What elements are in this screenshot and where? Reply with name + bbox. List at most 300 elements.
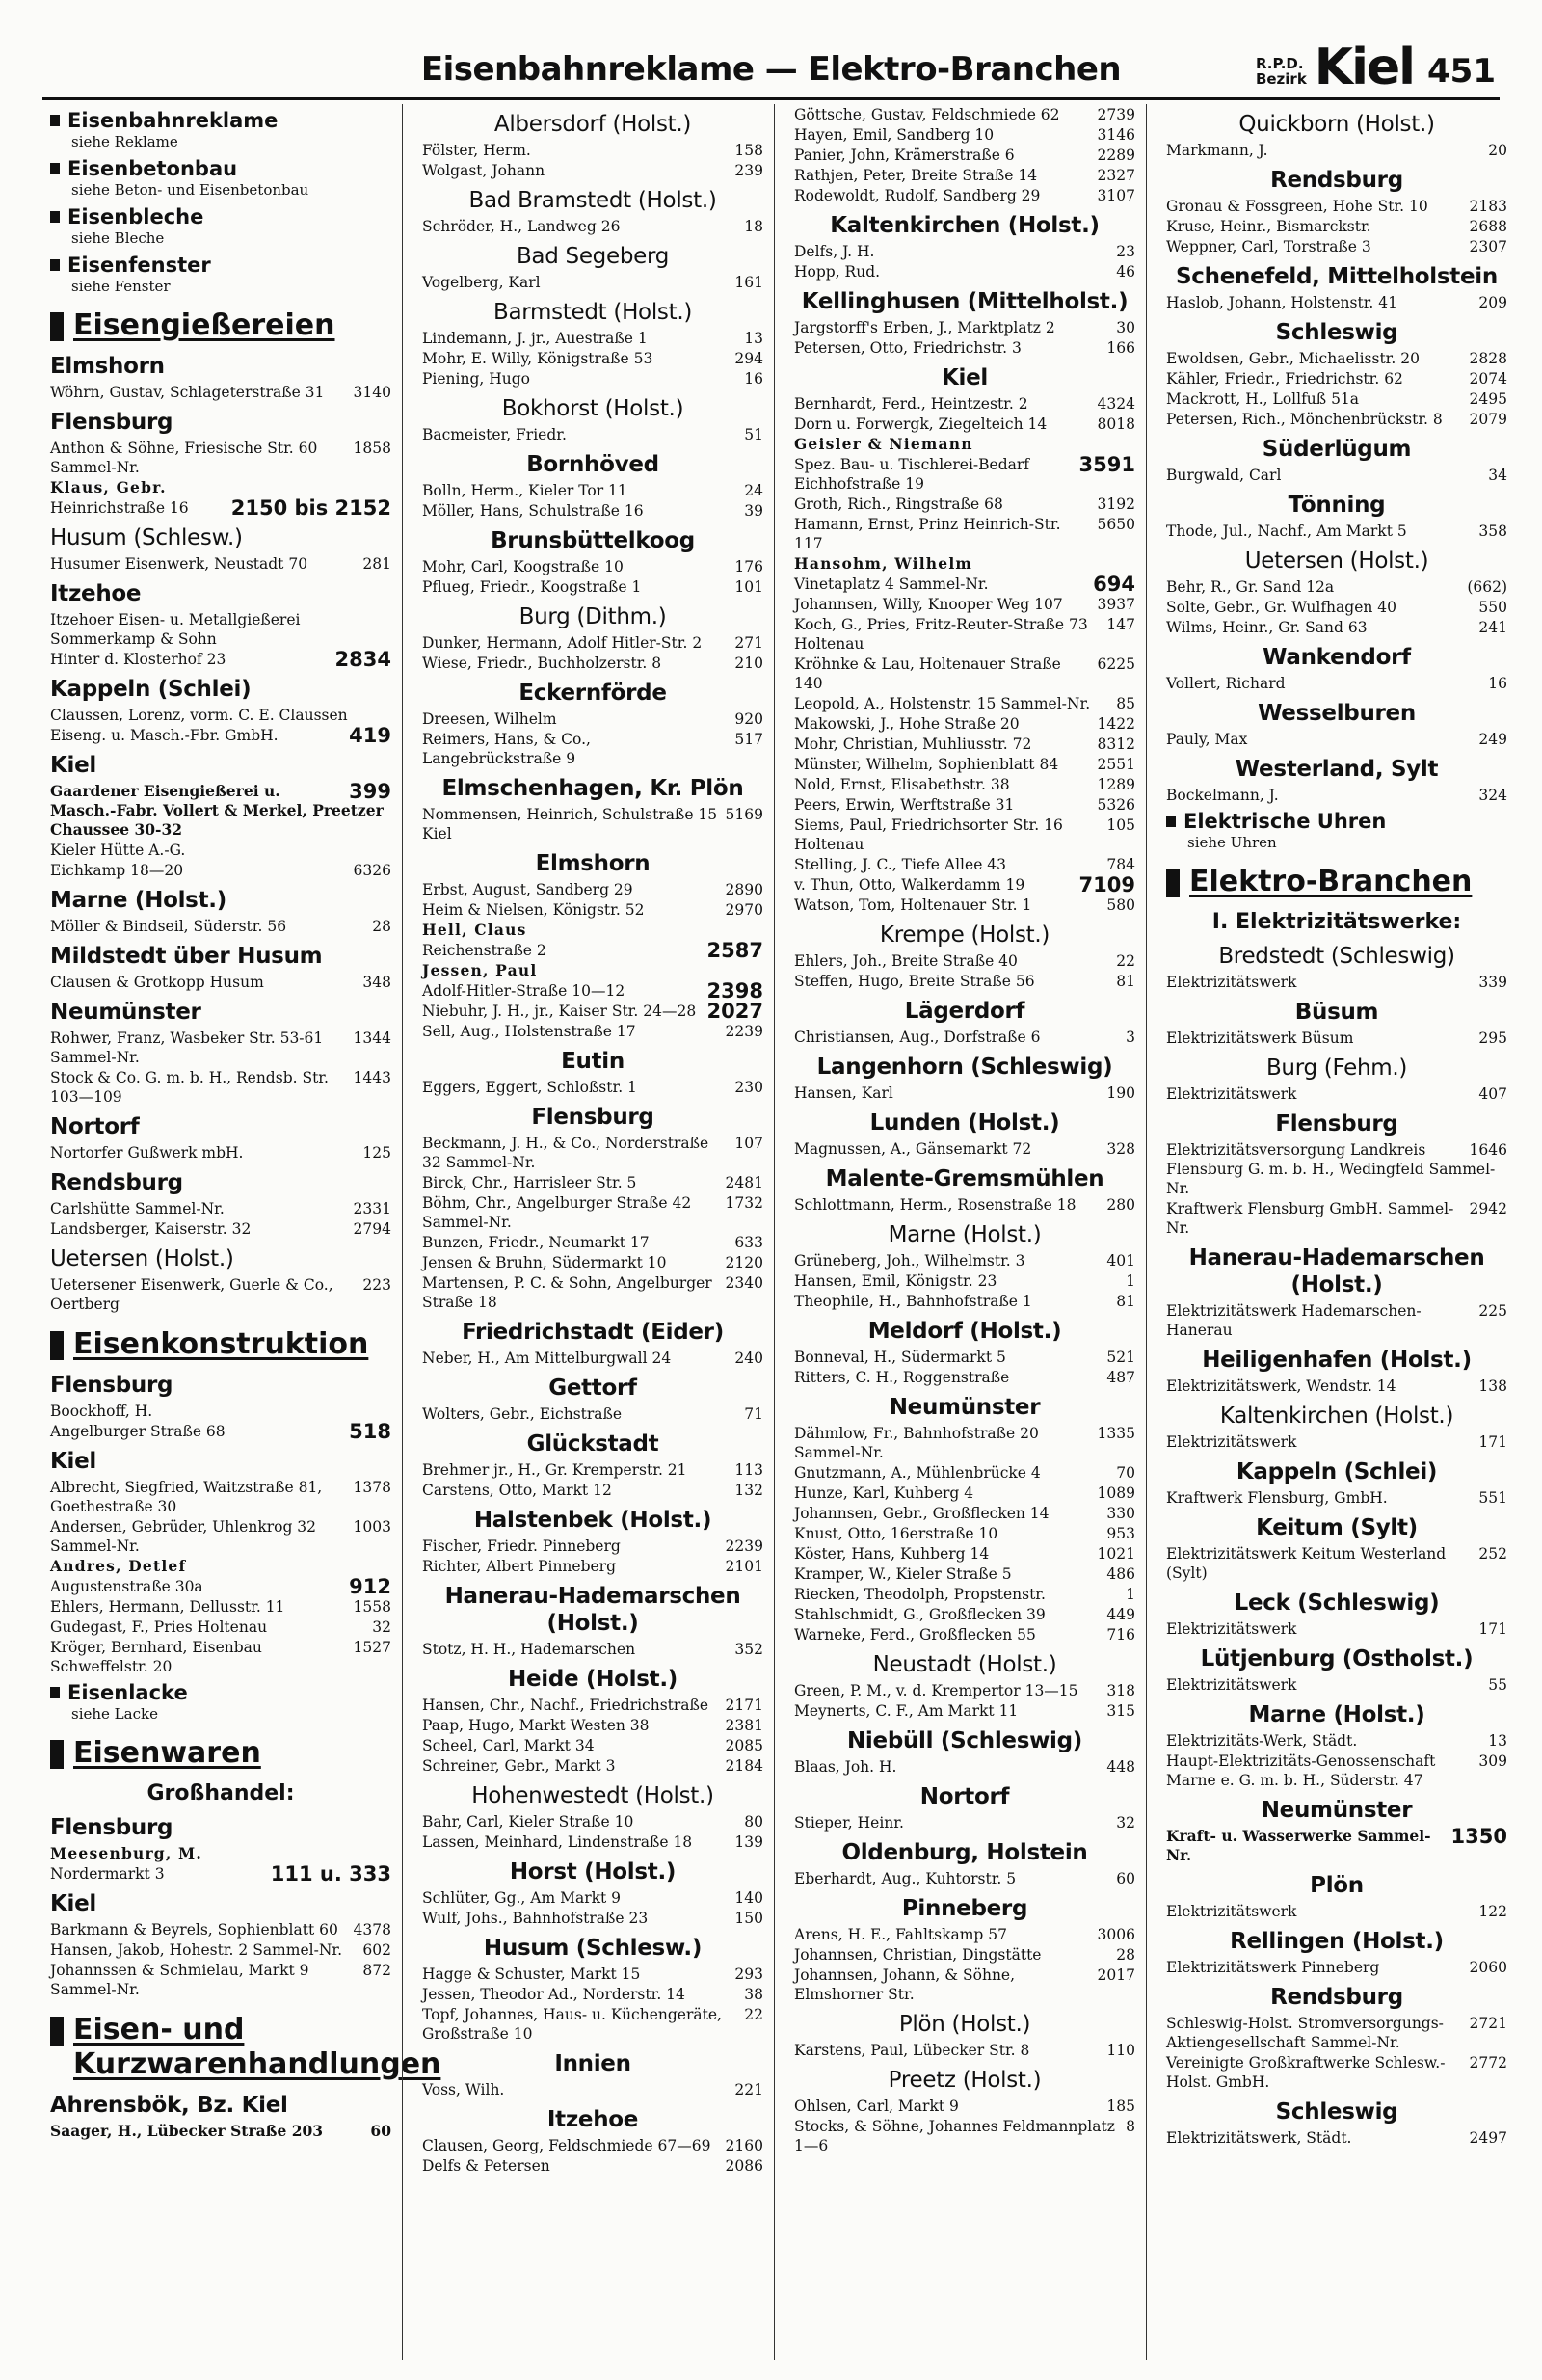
directory-entry <box>422 941 763 960</box>
entry-text: Fölster, Herm. <box>422 142 531 159</box>
phone-number: 176 <box>734 558 763 575</box>
directory-entry <box>794 1564 1135 1584</box>
entry-text: Bolln, Herm., Kieler Tor 11 <box>422 482 627 499</box>
city-heading: Neustadt (Holst.) <box>872 1652 1057 1677</box>
directory-entry <box>794 1292 1135 1311</box>
city-heading: Gettorf <box>548 1376 637 1401</box>
directory-entry <box>1166 237 1507 256</box>
entry-text: Bockelmann, J. <box>1166 787 1279 804</box>
entry-text: Arens, H. E., Fahltskamp 57 <box>794 1926 1008 1943</box>
directory-entry <box>422 1404 763 1424</box>
phone-number: 122 <box>1478 1903 1507 1920</box>
phone-number: 140 <box>734 1889 763 1907</box>
entry-text: Beckmann, J. H., & Co., Norderstraße 32 Sammel-Nr. <box>422 1135 709 1171</box>
phone-number: 2101 <box>725 1558 763 1575</box>
city-heading: Kaltenkirchen (Holst.) <box>830 213 1100 238</box>
directory-entry <box>794 1368 1135 1387</box>
phone-number: 550 <box>1478 599 1507 616</box>
entry-text: Niebuhr, J. H., jr., Kaiser Str. 24—28 <box>422 1003 697 1020</box>
directory-entry <box>794 1195 1135 1215</box>
city-heading: Friedrichstadt (Eider) <box>462 1320 724 1345</box>
city-heading: Schleswig <box>1275 320 1398 345</box>
directory-entry <box>50 861 391 880</box>
entry-text: Itzehoer Eisen- u. Metallgießerei Sommerkamp & Sohn <box>50 611 301 648</box>
entry-text: Schlüter, Gg., Am Markt 9 <box>422 1889 622 1907</box>
entry-text: Erbst, August, Sandberg 29 <box>422 881 633 898</box>
entry-text: Johannssen & Schmielau, Markt 9 Sammel-Nr. <box>50 1962 309 1998</box>
directory-entry <box>1166 1301 1507 1340</box>
directory-entry <box>794 655 1135 693</box>
entry-text: Ritters, C. H., Roggenstraße <box>794 1369 1010 1386</box>
phone-number: 1344 <box>353 1030 391 1047</box>
section-heading <box>50 156 391 181</box>
entry-text: Rathjen, Peter, Breite Straße 14 <box>794 167 1038 184</box>
city-heading: Lunden (Holst.) <box>869 1110 1060 1136</box>
phone-number: 1378 <box>353 1479 391 1496</box>
city-heading: Husum (Schlesw.) <box>50 525 243 550</box>
directory-entry <box>50 726 391 745</box>
directory-entry <box>50 973 391 992</box>
entry-text: Spez. Bau- u. Tischlerei-Bedarf Eichhofstraße 19 <box>794 456 1030 493</box>
directory-entry <box>422 273 763 292</box>
city-heading: Keitum (Sylt) <box>1256 1515 1418 1540</box>
entry-text: Stahlschmidt, G., Großflecken 39 <box>794 1606 1046 1623</box>
major-section-label: Elektro-Branchen <box>1189 865 1473 898</box>
header-district <box>1256 56 1307 87</box>
phone-number: 2171 <box>725 1697 763 1714</box>
directory-entry <box>1166 730 1507 749</box>
entry-text: Saager, H., Lübecker Straße 203 <box>50 2122 324 2140</box>
phone-number: 2688 <box>1469 218 1507 235</box>
directory-entry <box>50 917 391 936</box>
directory-entry <box>1166 2053 1507 2092</box>
phone-number: 1558 <box>353 1598 391 1616</box>
directory-entry <box>794 795 1135 815</box>
directory-entry <box>422 1253 763 1272</box>
phone-number: 225 <box>1478 1302 1507 1320</box>
phone-number: 111 u. 333 <box>270 1862 391 1885</box>
directory-entry <box>794 1813 1135 1832</box>
phone-number: 2495 <box>1469 390 1507 408</box>
entry-text: Kraftwerk Flensburg GmbH. Sammel-Nr. <box>1166 1200 1454 1237</box>
city-heading: Kaltenkirchen (Holst.) <box>1219 1404 1454 1429</box>
entry-text: Hansen, Chr., Nachf., Friedrichstraße <box>422 1697 709 1714</box>
phone-number: 2381 <box>725 1717 763 1734</box>
phone-number: 602 <box>362 1941 391 1959</box>
see-reference: siehe Bleche <box>71 229 165 247</box>
directory-entry <box>1166 1544 1507 1583</box>
entry-text: Angelburger Straße 68 <box>50 1423 226 1440</box>
entry-text: Stock & Co. G. m. b. H., Rendsb. Str. 103—109 <box>50 1069 329 1106</box>
entry-text: Ehlers, Hermann, Dellusstr. 11 <box>50 1598 285 1616</box>
directory-entry <box>1166 1731 1507 1751</box>
phone-number: 230 <box>734 1079 763 1096</box>
directory-entry <box>422 1537 763 1556</box>
bullet-square-icon <box>50 115 60 126</box>
entry-text: Elektrizitätswerk <box>1166 974 1297 991</box>
phone-number: 3591 <box>1078 453 1135 476</box>
directory-entry <box>50 1517 391 1556</box>
section-label: Eisenbleche <box>67 205 204 228</box>
phone-number: 486 <box>1106 1565 1135 1583</box>
directory-entry <box>422 1640 763 1659</box>
entry-text: Panier, John, Krämerstraße 6 <box>794 147 1015 164</box>
entry-text: Hagge & Schuster, Markt 15 <box>422 1966 641 1983</box>
entry-text: Bonneval, H., Südermarkt 5 <box>794 1349 1006 1366</box>
city-heading: Westerland, Sylt <box>1235 757 1439 782</box>
entry-text: Bahr, Carl, Kieler Straße 10 <box>422 1813 634 1831</box>
city-heading: Elmshorn <box>535 851 651 876</box>
directory-entry <box>422 1736 763 1755</box>
city-heading: Nortorf <box>50 1114 140 1139</box>
phone-number: 518 <box>349 1420 391 1443</box>
phone-number: 401 <box>1106 1252 1135 1270</box>
phone-number: 2239 <box>725 1023 763 1040</box>
see-reference: siehe Reklame <box>71 133 178 150</box>
city-heading: Marne (Holst.) <box>888 1222 1042 1247</box>
phone-number: 1021 <box>1097 1545 1135 1563</box>
city-heading: Neumünster <box>889 1395 1041 1420</box>
entry-text: Makowski, J., Hohe Straße 20 <box>794 715 1020 733</box>
entry-text: Weppner, Carl, Torstraße 3 <box>1166 238 1371 255</box>
city-heading: Niebüll (Schleswig) <box>846 1728 1082 1753</box>
phone-number: 2160 <box>725 2137 763 2154</box>
entry-text: Topf, Johannes, Haus- u. Küchengeräte, Großstraße 10 <box>422 2006 722 2043</box>
directory-entry <box>50 1940 391 1960</box>
city-heading: Kiel <box>50 1891 96 1916</box>
city-heading: Rendsburg <box>50 1170 183 1195</box>
city-heading: Flensburg <box>50 1815 173 1840</box>
directory-entry <box>50 1219 391 1239</box>
directory-entry <box>794 1945 1135 1965</box>
directory-entry <box>50 554 391 574</box>
city-heading: Tönning <box>1288 493 1386 518</box>
directory-entry <box>50 1920 391 1939</box>
directory-entry <box>422 2005 763 2044</box>
phone-number: 271 <box>734 634 763 652</box>
bullet-square-icon <box>50 163 60 174</box>
phone-number: 223 <box>362 1276 391 1294</box>
directory-entry <box>422 961 763 980</box>
phone-number: 20 <box>1488 142 1507 159</box>
directory-entry <box>794 694 1135 713</box>
phone-number: 105 <box>1106 816 1135 834</box>
city-heading: Glückstadt <box>526 1431 659 1457</box>
phone-number: 46 <box>1116 263 1135 281</box>
phone-number: 448 <box>1106 1758 1135 1776</box>
phone-number: 3 <box>1126 1029 1135 1046</box>
directory-entry <box>794 146 1135 165</box>
phone-number: 1443 <box>353 1069 391 1086</box>
phone-number: 24 <box>744 482 763 499</box>
directory-entry <box>50 1275 391 1314</box>
entry-text: Möller & Bindseil, Süderstr. 56 <box>50 918 287 935</box>
bullet-square-icon <box>50 1740 64 1769</box>
section-label: Eisenlacke <box>67 1681 188 1704</box>
directory-entry <box>422 1812 763 1832</box>
entry-text: Klaus, Gebr. <box>50 478 167 496</box>
phone-number: 399 <box>349 780 391 803</box>
entry-text: Gronau & Fossgreen, Hohe Str. 10 <box>1166 198 1428 215</box>
phone-number: 221 <box>734 2081 763 2099</box>
entry-text: Carstens, Otto, Markt 12 <box>422 1482 612 1499</box>
entry-text: Vollert, Richard <box>1166 675 1286 692</box>
entry-text: Petersen, Otto, Friedrichstr. 3 <box>794 339 1022 357</box>
directory-entry <box>794 2041 1135 2060</box>
phone-number: 101 <box>734 578 763 596</box>
phone-number: 2721 <box>1469 2015 1507 2032</box>
directory-entry <box>422 1965 763 1984</box>
entry-text: Schleswig-Holst. Stromversorgungs-Aktiengesellschaft Sammel-Nr. <box>1166 2015 1444 2051</box>
city-heading: Flensburg <box>50 410 173 435</box>
city-heading: Kiel <box>50 1449 96 1474</box>
city-heading: Bad Segeberg <box>516 244 670 269</box>
phone-number: 38 <box>744 1986 763 2003</box>
entry-text: Steffen, Hugo, Breite Straße 56 <box>794 973 1035 990</box>
phone-number: 6326 <box>353 862 391 879</box>
phone-number: 70 <box>1116 1464 1135 1482</box>
directory-entry <box>794 1271 1135 1291</box>
directory-entry <box>794 816 1135 854</box>
entry-text: Schreiner, Gebr., Markt 3 <box>422 1757 616 1775</box>
section-label: Eisenbahnreklame <box>67 109 279 132</box>
entry-text: Hansen, Jakob, Hohestr. 2 Sammel-Nr. <box>50 1941 343 1959</box>
entry-text: Fischer, Friedr. Pinneberg <box>422 1538 621 1555</box>
subsection-heading: I. Elektrizitätswerke: <box>1211 910 1462 934</box>
directory-entry <box>794 2117 1135 2155</box>
directory-entry <box>1166 349 1507 368</box>
directory-entry <box>422 2080 763 2099</box>
directory-entry <box>422 633 763 653</box>
entry-text: Johannsen, Gebr., Großflecken 14 <box>794 1505 1050 1522</box>
entry-text: Elektrizitätswerk <box>1166 1085 1297 1103</box>
phone-number: 13 <box>1488 1732 1507 1750</box>
entry-text: Pflueg, Friedr., Koogstraße 1 <box>422 578 642 596</box>
city-heading: Bokhorst (Holst.) <box>501 396 684 421</box>
entry-text: Elektrizitätswerk Hademarschen-Hanerau <box>1166 1302 1422 1339</box>
directory-entry <box>422 1002 763 1021</box>
phone-number: 953 <box>1106 1525 1135 1542</box>
column-3 <box>786 104 1135 2360</box>
entry-text: Anthon & Söhne, Friesische Str. 60 Sammel-Nr. <box>50 440 318 476</box>
phone-number: 110 <box>1106 2042 1135 2059</box>
phone-number: 185 <box>1106 2098 1135 2115</box>
entry-text: Wöhrn, Gustav, Schlageterstraße 31 <box>50 384 325 401</box>
phone-number: 633 <box>734 1234 763 1251</box>
entry-text: Hayen, Emil, Sandberg 10 <box>794 126 995 144</box>
phone-number: 241 <box>1478 619 1507 636</box>
directory-entry <box>794 1083 1135 1103</box>
page-number: 451 <box>1427 52 1496 91</box>
major-section-heading <box>50 1736 391 1771</box>
section-label: Eisenbetonbau <box>67 157 238 180</box>
phone-number: 39 <box>744 502 763 520</box>
phone-number: 3140 <box>353 384 391 401</box>
city-heading: Ahrensbök, Bz. Kiel <box>50 2093 288 2118</box>
phone-number: 309 <box>1478 1752 1507 1770</box>
directory-entry <box>1166 2014 1507 2052</box>
phone-number: 912 <box>349 1575 391 1598</box>
directory-entry <box>50 706 391 725</box>
entry-text: Hamann, Ernst, Prinz Heinrich-Str. 117 <box>794 516 1061 552</box>
city-heading: Malente-Gremsmühlen <box>825 1166 1104 1191</box>
phone-number: 28 <box>372 918 391 935</box>
directory-entry <box>794 972 1135 991</box>
header-bezirk: Bezirk <box>1255 70 1307 88</box>
phone-number: 171 <box>1478 1433 1507 1451</box>
directory-entry <box>50 1557 391 1576</box>
directory-entry <box>422 1481 763 1500</box>
phone-number: 22 <box>1116 952 1135 970</box>
directory-entry <box>1166 618 1507 637</box>
directory-entry <box>422 1756 763 1776</box>
directory-entry <box>422 577 763 597</box>
city-heading: Elmschenhagen, Kr. Plön <box>441 776 744 801</box>
phone-number: 2828 <box>1469 350 1507 367</box>
section-heading <box>50 253 391 278</box>
phone-number: 2120 <box>725 1254 763 1271</box>
phone-number: 694 <box>1093 573 1135 596</box>
major-section-heading <box>1166 865 1507 899</box>
entry-text: Bernhardt, Ferd., Heintzestr. 2 <box>794 395 1028 413</box>
directory-entry <box>422 921 763 940</box>
entry-text: Kramper, W., Kieler Straße 5 <box>794 1565 1012 1583</box>
directory-entry <box>794 105 1135 124</box>
directory-entry <box>1166 410 1507 429</box>
phone-number: 281 <box>362 555 391 573</box>
entry-text: Uetersener Eisenwerk, Guerle & Co., Oertberg <box>50 1276 333 1313</box>
directory-entry <box>1166 197 1507 216</box>
phone-number: 16 <box>1488 675 1507 692</box>
phone-number: 5650 <box>1097 516 1135 533</box>
phone-number: 171 <box>1478 1620 1507 1638</box>
city-heading: Kappeln (Schlei) <box>1236 1459 1438 1484</box>
city-heading: Nortorf <box>919 1784 1010 1809</box>
entry-text: Mackrott, H., Lollfuß 51a <box>1166 390 1360 408</box>
city-heading: Oldenburg, Holstein <box>841 1840 1088 1865</box>
phone-number: 8018 <box>1097 415 1135 433</box>
city-heading: Krempe (Holst.) <box>879 923 1050 948</box>
directory-entry <box>1166 598 1507 617</box>
phone-number: 16 <box>744 370 763 388</box>
directory-entry <box>1166 786 1507 805</box>
phone-number: 239 <box>734 162 763 179</box>
directory-entry <box>422 1078 763 1097</box>
directory-entry <box>1166 2128 1507 2148</box>
entry-text: Heinrichstraße 16 <box>50 499 189 517</box>
entry-text: Johannsen, Johann, & Söhne, Elmshorner Str. <box>794 1966 1016 2003</box>
phone-number: 348 <box>362 974 391 991</box>
directory-entry <box>422 1696 763 1715</box>
directory-entry <box>50 1068 391 1107</box>
phone-number: 161 <box>734 274 763 291</box>
phone-number: 1 <box>1126 1586 1135 1603</box>
city-heading: Flensburg <box>50 1373 173 1398</box>
entry-text: Scheel, Carl, Markt 34 <box>422 1737 595 1754</box>
entry-text: Bacmeister, Friedr. <box>422 426 567 443</box>
entry-text: Groth, Rich., Ringstraße 68 <box>794 495 1003 513</box>
entry-text: Lassen, Meinhard, Lindenstraße 18 <box>422 1833 693 1851</box>
directory-entry <box>422 141 763 160</box>
entry-text: Birck, Chr., Harrisleer Str. 5 <box>422 1174 637 1191</box>
phone-number: 920 <box>734 710 763 728</box>
entry-text: Nold, Ernst, Elisabethstr. 38 <box>794 776 1010 793</box>
phone-number: 249 <box>1478 731 1507 748</box>
directory-entry <box>50 650 391 669</box>
phone-number: 3146 <box>1097 126 1135 144</box>
directory-entry <box>1166 1140 1507 1198</box>
directory-entry <box>794 896 1135 915</box>
see-reference: siehe Fenster <box>71 278 171 295</box>
directory-entry <box>422 1460 763 1480</box>
directory-entry <box>794 1625 1135 1645</box>
directory-entry <box>50 383 391 402</box>
directory-entry <box>422 1134 763 1172</box>
entry-text: Theophile, H., Bahnhofstraße 1 <box>794 1293 1032 1310</box>
bullet-square-icon <box>50 1687 60 1698</box>
phone-number: 60 <box>1116 1870 1135 1887</box>
phone-number: 872 <box>362 1962 391 1979</box>
major-section-heading <box>50 308 391 343</box>
phone-number: 60 <box>370 2122 391 2140</box>
directory-entry <box>422 1557 763 1576</box>
directory-entry <box>794 1139 1135 1159</box>
header-title: Eisenbahnreklame — Elektro-Branchen <box>420 50 1122 89</box>
directory-entry <box>50 1199 391 1218</box>
entry-text: Rohwer, Franz, Wasbeker Str. 53-61 Sammel-Nr. <box>50 1030 324 1066</box>
directory-entry <box>50 1422 391 1441</box>
directory-entry <box>50 439 391 477</box>
bullet-square-icon <box>1166 869 1180 897</box>
phone-number: 2398 <box>706 979 763 1003</box>
city-heading: Rellingen (Holst.) <box>1230 1929 1444 1954</box>
directory-entry <box>422 481 763 500</box>
section-heading <box>50 108 391 133</box>
city-heading: Leck (Schleswig) <box>1234 1591 1440 1616</box>
directory-entry <box>1166 217 1507 236</box>
directory-entry <box>794 951 1135 971</box>
directory-entry <box>422 1888 763 1908</box>
directory-entry <box>794 1524 1135 1543</box>
entry-text: Kröhnke & Lau, Holtenauer Straße 140 <box>794 655 1061 692</box>
phone-number: 2060 <box>1469 1959 1507 1976</box>
entry-text: Boockhoff, H. <box>50 1403 153 1420</box>
directory-entry <box>1166 1488 1507 1508</box>
city-heading: Itzehoe <box>546 2107 639 2132</box>
entry-text: Voss, Wilh. <box>422 2081 505 2099</box>
directory-entry <box>50 1143 391 1163</box>
directory-entry <box>794 1251 1135 1270</box>
entry-text: Elektrizitätswerk Keitum Westerland (Sylt) <box>1166 1545 1447 1582</box>
directory-entry <box>794 394 1135 414</box>
city-heading: Lägerdorf <box>904 999 1025 1024</box>
phone-number: 1289 <box>1097 776 1135 793</box>
entry-text: Hansen, Karl <box>794 1084 893 1102</box>
phone-number: 190 <box>1106 1084 1135 1102</box>
phone-number: 293 <box>734 1966 763 1983</box>
entry-text: Köster, Hans, Kuhberg 14 <box>794 1545 990 1563</box>
entry-text: Rodewoldt, Rudolf, Sandberg 29 <box>794 187 1041 204</box>
entry-text: Martensen, P. C. & Sohn, Angelburger Straße 18 <box>422 1274 712 1311</box>
city-heading: Lütjenburg (Ostholst.) <box>1200 1646 1474 1671</box>
directory-entry <box>794 1585 1135 1604</box>
city-heading: Husum (Schlesw.) <box>483 1936 703 1961</box>
entry-text: Adolf-Hitler-Straße 10—12 <box>422 982 625 1000</box>
directory-entry <box>794 435 1135 454</box>
directory-entry <box>422 805 763 843</box>
entry-text: Reimers, Hans, & Co., Langebrückstraße 9 <box>422 731 591 767</box>
directory-entry <box>794 1544 1135 1564</box>
